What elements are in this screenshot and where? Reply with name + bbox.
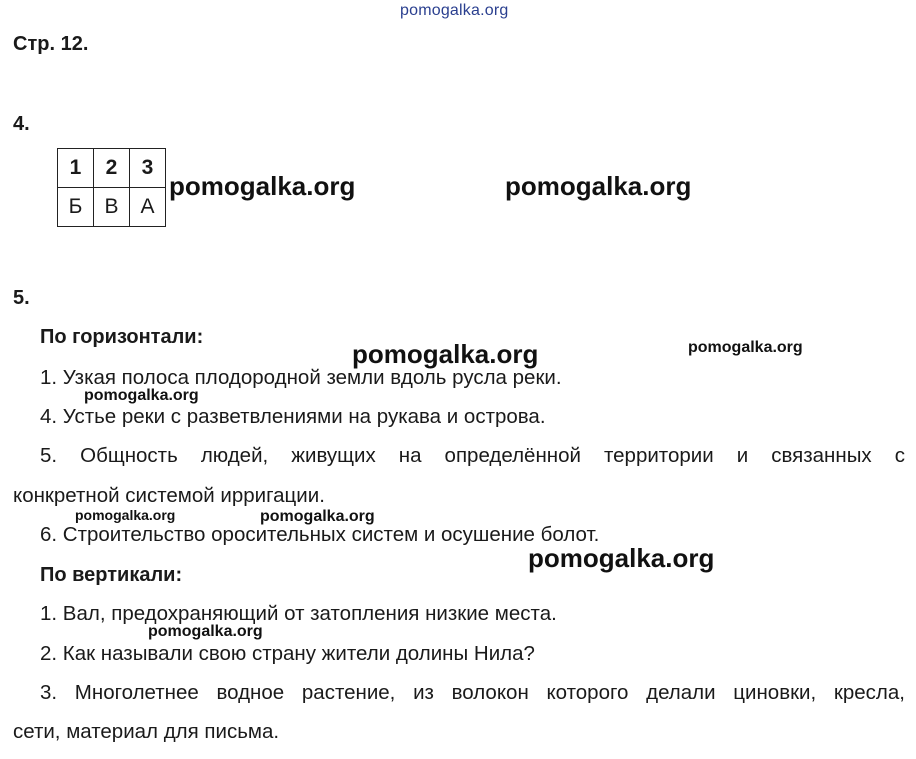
horizontal-item-6: 6. Строительство оросительных систем и осушение болот. bbox=[40, 523, 600, 546]
task4-number: 4. bbox=[13, 113, 30, 135]
watermark: pomogalka.org bbox=[688, 339, 803, 356]
watermark: pomogalka.org bbox=[148, 623, 263, 640]
page-label: Стр. 12. bbox=[13, 33, 89, 55]
answer-table-header-cell: 1 bbox=[58, 149, 94, 188]
vertical-item-3-line1: 3. Многолетнее водное растение, из волокон которого делали циновки, кресла, bbox=[40, 681, 905, 704]
horizontal-item-5-line1: 5. Общность людей, живущих на определённой территории и связанных с bbox=[40, 444, 905, 467]
horizontal-item-4: 4. Устье реки с разветвлениями на рукава и острова. bbox=[40, 405, 546, 428]
answer-table-answer-row bbox=[58, 188, 166, 227]
watermark: pomogalka.org bbox=[528, 543, 715, 573]
answer-table bbox=[57, 148, 166, 227]
watermark: pomogalka.org bbox=[75, 507, 176, 523]
horizontal-item-1: 1. Узкая полоса плодородной земли вдоль русла реки. bbox=[40, 366, 562, 389]
answer-table-answer-cell: В bbox=[94, 188, 130, 227]
task5-number: 5. bbox=[13, 287, 30, 309]
horizontal-heading: По горизонтали: bbox=[40, 326, 204, 348]
watermark: pomogalka.org bbox=[505, 171, 692, 201]
vertical-item-3-line2: сети, материал для письма. bbox=[13, 720, 280, 743]
watermark: pomogalka.org bbox=[169, 171, 356, 201]
watermark: pomogalka.org bbox=[260, 508, 375, 525]
watermark-top: pomogalka.org bbox=[400, 2, 509, 19]
answer-table-header-row bbox=[58, 149, 166, 188]
answer-table-header-cell: 2 bbox=[94, 149, 130, 188]
answer-table-answer-cell: А bbox=[130, 188, 166, 227]
answer-table-answer-cell: Б bbox=[58, 188, 94, 227]
answer-table-header-cell: 3 bbox=[130, 149, 166, 188]
watermark: pomogalka.org bbox=[352, 339, 539, 369]
vertical-item-2: 2. Как называли свою страну жители долины Нила? bbox=[40, 642, 535, 665]
vertical-item-1: 1. Вал, предохраняющий от затопления низкие места. bbox=[40, 602, 557, 625]
vertical-heading: По вертикали: bbox=[40, 564, 183, 586]
horizontal-item-5-line2: конкретной системой ирригации. bbox=[13, 484, 325, 507]
watermark: pomogalka.org bbox=[84, 387, 199, 404]
